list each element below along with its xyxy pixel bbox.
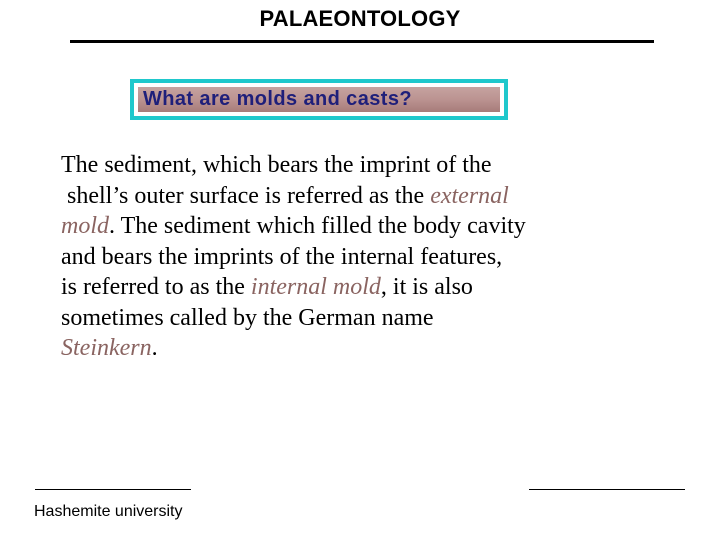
slide-title: PALAEONTOLOGY (259, 6, 461, 31)
body-line-4 (61, 242, 641, 273)
body-line-1 (61, 150, 641, 181)
body-line-3 (61, 211, 641, 242)
footer-rule-right (529, 489, 685, 490)
body-text-run: shell’s outer surface is referred as the (67, 182, 431, 209)
body-text-run: . The sediment which filled the body cavity (109, 213, 526, 239)
body-line-5 (61, 272, 641, 303)
body-text-run: sometimes called by the German name (61, 304, 434, 331)
body-line-6 (61, 303, 641, 334)
title-underline (70, 40, 654, 43)
question-heading: What are molds and casts? (138, 87, 500, 112)
body-text-run: . (151, 335, 158, 361)
body-text-run: is referred to as the (61, 274, 251, 300)
body-line-7 (61, 333, 641, 364)
footer-rule-left (35, 489, 191, 490)
body-text-run: and bears the imprints of the internal features, (61, 243, 503, 270)
term-steinkern: Steinkern (61, 335, 152, 361)
term-internal-mold: internal mold (250, 274, 381, 300)
term-external: external (430, 182, 509, 209)
body-line-2 (61, 181, 641, 212)
body-paragraph (61, 150, 641, 364)
question-box (130, 79, 508, 120)
body-text-run: The sediment, which bears the imprint of the (61, 152, 492, 178)
term-mold: mold (61, 213, 109, 239)
footer-university: Hashemite university (34, 503, 183, 520)
body-text-run: , it is also (380, 274, 473, 300)
